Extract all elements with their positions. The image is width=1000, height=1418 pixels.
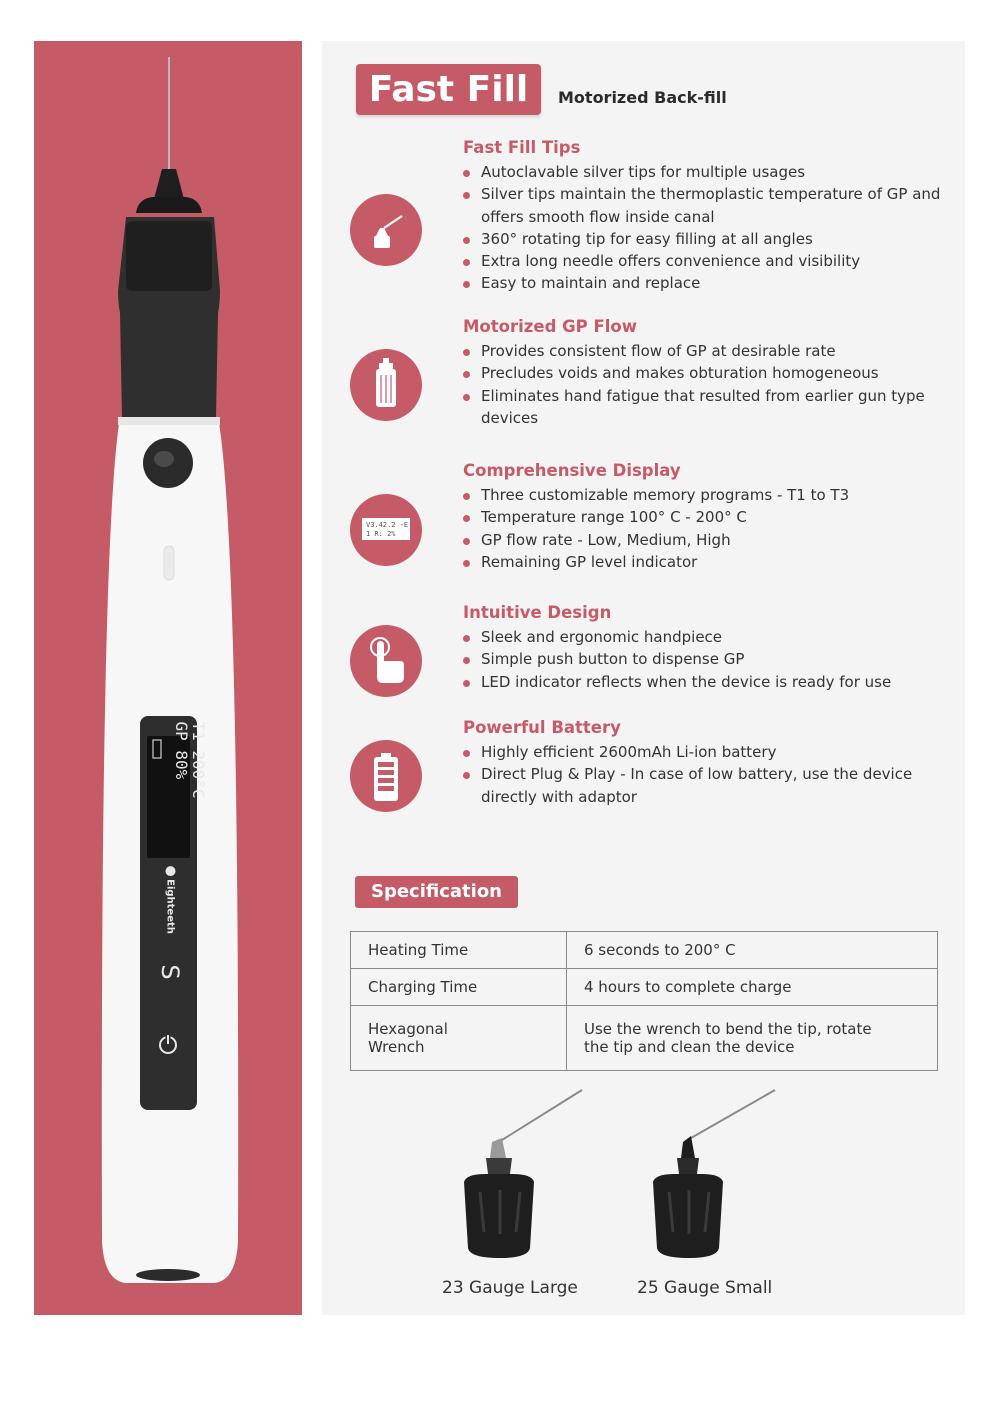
list-item: Extra long needle offers convenience and visibility xyxy=(463,250,943,272)
list-item: Simple push button to dispense GP xyxy=(463,648,943,670)
feature-heading: Fast Fill Tips xyxy=(463,138,581,157)
spec-label: Heating Time xyxy=(351,932,567,969)
feature-bullets xyxy=(463,161,943,295)
feature-powerful-battery xyxy=(463,718,943,808)
list-item: Three customizable memory programs - T1 to T3 xyxy=(463,484,943,506)
tip-large-image xyxy=(440,1082,600,1262)
feature-fast-fill-tips xyxy=(463,138,943,295)
spec-value-text: Use the wrench to bend the tip, rotate the tip and clean the device xyxy=(584,1020,872,1056)
list-item: GP flow rate - Low, Medium, High xyxy=(463,529,943,551)
list-item: Temperature range 100° C - 200° C xyxy=(463,506,943,528)
feature-bullets xyxy=(463,626,943,693)
touch-icon xyxy=(350,625,422,697)
gp-cartridge-icon xyxy=(350,349,422,421)
table-row xyxy=(351,932,938,969)
screen-line-1: T1 200°C xyxy=(189,721,208,799)
page-title: Fast Fill xyxy=(356,64,541,115)
screen-line-2: GP 80% xyxy=(172,721,191,780)
tip-icon xyxy=(350,194,422,266)
battery-icon xyxy=(350,740,422,812)
list-item: Sleek and ergonomic handpiece xyxy=(463,626,943,648)
table-row xyxy=(351,969,938,1006)
feature-intuitive-design xyxy=(463,603,943,693)
feature-heading: Comprehensive Display xyxy=(463,461,681,480)
spec-label xyxy=(351,1006,567,1071)
list-item: Direct Plug & Play - In case of low battery, use the device directly with adaptor xyxy=(463,763,943,808)
feature-comprehensive-display xyxy=(463,461,943,573)
list-item: LED indicator reflects when the device is ready for use xyxy=(463,671,943,693)
device-brand-logo xyxy=(165,866,176,934)
table-row xyxy=(351,1006,938,1071)
specification-title: Specification xyxy=(355,876,518,908)
spec-label-text: Hexagonal Wrench xyxy=(368,1020,448,1056)
spec-value xyxy=(567,1006,938,1071)
spec-value: 4 hours to complete charge xyxy=(567,969,938,1006)
list-item: Highly efficient 2600mAh Li-ion battery xyxy=(463,741,943,763)
feature-bullets xyxy=(463,484,943,573)
list-item: 360° rotating tip for easy filling at all angles xyxy=(463,228,943,250)
specification-table xyxy=(350,931,938,1071)
page-subtitle: Motorized Back-fill xyxy=(558,88,727,107)
feature-bullets xyxy=(463,741,943,808)
led-indicator xyxy=(164,546,174,580)
list-item: Remaining GP level indicator xyxy=(463,551,943,573)
display-icon-line-1: V3.42.2 -E xyxy=(366,521,409,529)
feature-heading: Motorized GP Flow xyxy=(463,317,638,336)
tip-small-image xyxy=(635,1082,795,1262)
list-item: Precludes voids and makes obturation homogeneous xyxy=(463,362,943,384)
display-icon-line-2: 1 R: 2% xyxy=(366,530,396,538)
s-button: S xyxy=(156,964,184,980)
list-item: Autoclavable silver tips for multiple usages xyxy=(463,161,943,183)
list-item: Easy to maintain and replace xyxy=(463,272,943,294)
list-item: Provides consistent flow of GP at desirable rate xyxy=(463,340,943,362)
brand-logo-icon xyxy=(166,866,176,876)
feature-bullets xyxy=(463,340,943,429)
spec-label: Charging Time xyxy=(351,969,567,1006)
list-item: Silver tips maintain the thermoplastic temperature of GP and offers smooth flow inside canal xyxy=(463,183,943,228)
feature-heading: Powerful Battery xyxy=(463,718,621,737)
brand-name: Eighteeth xyxy=(164,879,176,934)
display-icon xyxy=(350,494,422,566)
list-item: Eliminates hand fatigue that resulted from earlier gun type devices xyxy=(463,385,943,430)
feature-heading: Intuitive Design xyxy=(463,603,612,622)
device-illustration xyxy=(34,41,302,1315)
tip-large-caption: 23 Gauge Large xyxy=(442,1278,578,1298)
tip-cap xyxy=(154,169,184,199)
feature-motorized-gp-flow xyxy=(463,317,943,429)
device-screen-text xyxy=(173,721,207,798)
spec-value: 6 seconds to 200° C xyxy=(567,932,938,969)
tip-small-caption: 25 Gauge Small xyxy=(637,1278,773,1298)
